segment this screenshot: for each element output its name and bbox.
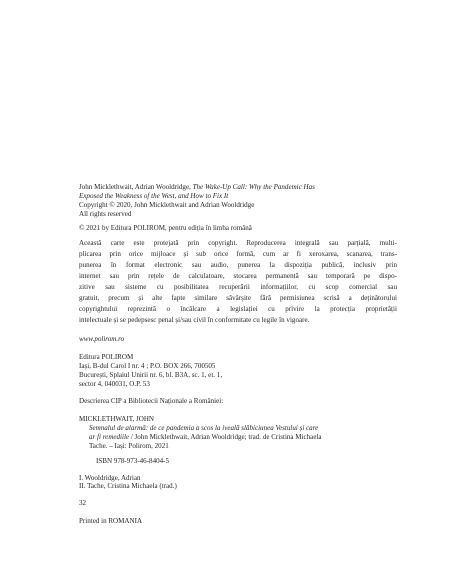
legal-notice xyxy=(79,238,397,326)
printed-in: Printed in ROMANIA xyxy=(79,517,143,526)
copyright-page xyxy=(79,183,397,526)
legal-notice-line: plicarea prin orice mijloace și sub orice formă, cum ar fi xeroxarea, scanarea, trans- xyxy=(79,250,397,259)
authors: John Micklethwait, Adrian Wooldridge, xyxy=(79,183,193,191)
publisher-address-line-1: Iași, B-dul Carol I nr. 4 ; P.O. BOX 266, 700505 xyxy=(79,361,216,370)
cip-title-end: ar fi remediile xyxy=(89,432,130,441)
cip-imprint: Tache. – Iași: Polirom, 2021 xyxy=(89,441,169,450)
original-title-part-1: The Wake-Up Call: Why the Pandemic Has xyxy=(192,183,315,191)
legal-notice-line: intelectuale și se pedepsesc penal și/sau civil în conformitate cu legile în vigoare. xyxy=(79,316,310,325)
publisher-address xyxy=(79,353,397,388)
legal-notice-line: punerea în format electronic sau audio, punerea la dispoziția publică, inclusiv prin xyxy=(79,261,397,270)
publisher-name: Editura POLIROM xyxy=(79,353,134,362)
original-credits xyxy=(79,183,397,218)
rights-reserved: All rights reserved xyxy=(79,209,132,218)
cip-author: MICKLETHWAIT, JOHN xyxy=(79,415,155,424)
publisher-website: www.polirom.ro xyxy=(79,335,125,344)
original-title-part-2: Exposed the Weakness of the West, and How to Fix It xyxy=(79,191,229,200)
cip-title-line-1: Semnalul de alarmă: de ce pandemia a scos la iveală slăbiciunea Vestului și care xyxy=(89,424,319,433)
original-copyright: Copyright © 2020, John Micklethwait and Adrian Wooldridge xyxy=(79,200,255,209)
legal-notice-line: gratuit, precum și alte fapte similare săvârșite fără permisiunea scrisă a deținătorului xyxy=(79,294,397,303)
cip-title-line-2 xyxy=(79,433,397,442)
credits-title-line-1 xyxy=(79,183,397,192)
publisher-address-line-2: București, Splaiul Unirii nr. 6, bl. B3A, sc. 1, et. 1, xyxy=(79,370,223,379)
publisher-address-line-3: sector 4, 040031, O.P. 53 xyxy=(79,379,150,388)
cip-isbn: ISBN 978-973-46-8404-5 xyxy=(96,456,170,465)
cip-classification: 32 xyxy=(79,499,87,508)
legal-notice-line: internet sau prin rețele de calculatoare, stocarea permanentă sau temporară pe dispo- xyxy=(79,272,397,281)
cip-heading: Descrierea CIP a Bibliotecii Naționale a României: xyxy=(79,397,224,406)
edition-copyright: © 2021 by Editura POLIROM, pentru ediția în limba română xyxy=(79,224,252,233)
cip-record xyxy=(79,415,397,508)
legal-notice-line: copyrightului reprezintă o încălcare a legislației cu privire la protecția proprietății xyxy=(79,305,397,314)
cip-contributor-2: II. Tache, Cristina Michaela (trad.) xyxy=(79,482,177,491)
cip-contributor-1: I. Wooldridge, Adrian xyxy=(79,473,141,482)
legal-notice-line: zitive sau sisteme cu posibilitatea recuperării informațiilor, cu scop comercial sau xyxy=(79,283,397,292)
legal-notice-line: Această carte este protejată prin copyright. Reproducerea integrală sau parțială, multi- xyxy=(79,239,397,248)
cip-responsibility: / John Micklethwait, Adrian Wooldridge; trad. de Cristina Michaela xyxy=(129,432,322,441)
